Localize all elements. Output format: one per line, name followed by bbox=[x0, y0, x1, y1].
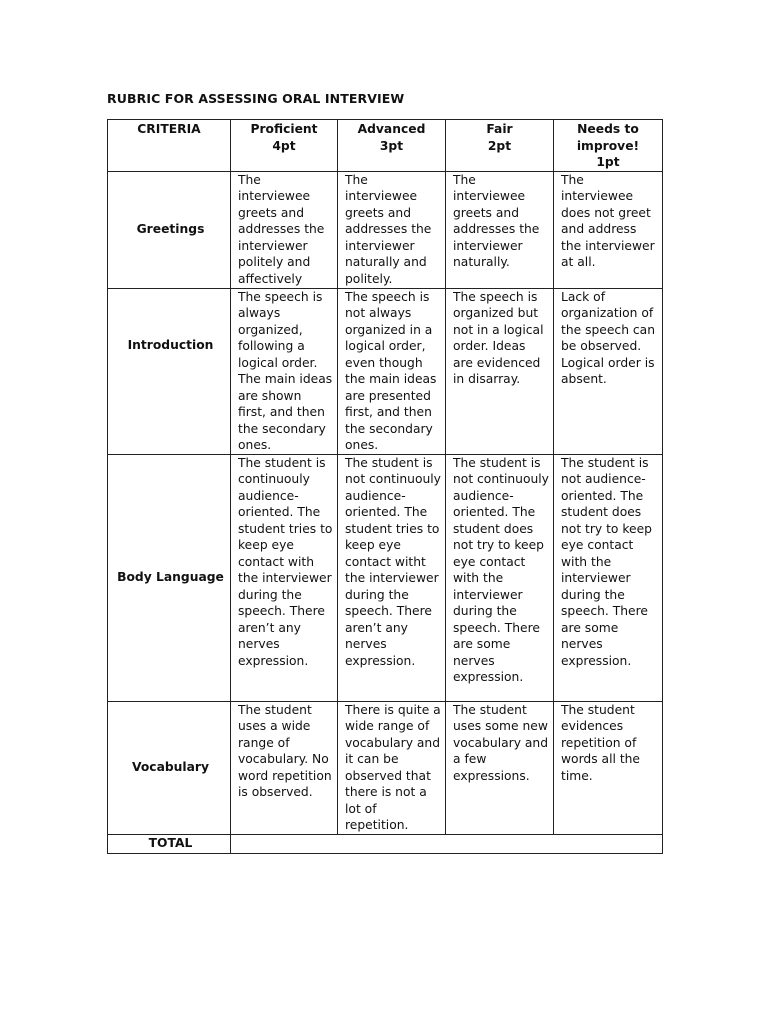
cell-body-language-needs-improve: The student is not audience-oriented. The student does not try to keep eye contact with the interviewer during the speech. There are some nerves expression. bbox=[554, 454, 663, 701]
criterion-vocabulary: Vocabulary bbox=[108, 701, 231, 834]
header-criteria-label: CRITERIA bbox=[137, 122, 201, 136]
header-fair-points: 2pt bbox=[487, 138, 512, 153]
header-advanced bbox=[338, 120, 446, 172]
header-advanced-points: 3pt bbox=[379, 138, 404, 153]
criterion-body-language: Body Language bbox=[108, 454, 231, 701]
header-fair-label: Fair bbox=[486, 122, 513, 136]
header-proficient-label: Proficient bbox=[250, 122, 318, 136]
row-introduction bbox=[108, 288, 663, 454]
cell-introduction-advanced: The speech is not always organized in a logical order, even though the main ideas are presented first, and then the secondary ones. bbox=[338, 288, 446, 454]
criterion-introduction: Introduction bbox=[108, 288, 231, 454]
cell-body-language-advanced: The student is not continuouly audience-oriented. The student tries to keep eye contact witht the interviewer during the speech. There aren’t any nerves expression. bbox=[338, 454, 446, 701]
total-value bbox=[231, 834, 663, 853]
cell-greetings-advanced: The interviewee greets and addresses the interviewer naturally and politely. bbox=[338, 171, 446, 288]
cell-vocabulary-proficient: The student uses a wide range of vocabulary. No word repetition is observed. bbox=[231, 701, 338, 834]
header-advanced-label: Advanced bbox=[357, 122, 426, 136]
header-criteria bbox=[108, 120, 231, 172]
cell-body-language-proficient: The student is continuouly audience-oriented. The student tries to keep eye contact with the interviewer during the speech. There aren’t any nerves expression. bbox=[231, 454, 338, 701]
cell-vocabulary-advanced: There is quite a wide range of vocabulary and it can be observed that there is not a lot of repetition. bbox=[338, 701, 446, 834]
header-needs-improve-points: 1pt bbox=[596, 155, 620, 169]
header-row bbox=[108, 120, 663, 172]
cell-greetings-proficient: The interviewee greets and addresses the interviewer politely and affectively bbox=[231, 171, 338, 288]
cell-introduction-needs-improve: Lack of organization of the speech can be observed. Logical order is absent. bbox=[554, 288, 663, 454]
header-fair bbox=[446, 120, 554, 172]
row-body-language bbox=[108, 454, 663, 701]
cell-greetings-fair: The interviewee greets and addresses the interviewer naturally. bbox=[446, 171, 554, 288]
header-needs-improve-label-1: Needs to bbox=[577, 122, 639, 136]
header-proficient bbox=[231, 120, 338, 172]
cell-introduction-fair: The speech is organized but not in a logical order. Ideas are evidenced in disarray. bbox=[446, 288, 554, 454]
cell-vocabulary-needs-improve: The student evidences repetition of words all the time. bbox=[554, 701, 663, 834]
cell-introduction-proficient: The speech is always organized, following a logical order. The main ideas are shown first, and then the secondary ones. bbox=[231, 288, 338, 454]
page-title: RUBRIC FOR ASSESSING ORAL INTERVIEW bbox=[107, 91, 405, 106]
header-proficient-points: 4pt bbox=[272, 138, 296, 153]
criterion-greetings: Greetings bbox=[108, 171, 231, 288]
rubric-table bbox=[107, 119, 663, 854]
header-needs-improve-label-2: improve! bbox=[576, 138, 640, 153]
cell-body-language-fair: The student is not continuouly audience-oriented. The student does not try to keep eye contact with the interviewer during the speech. There are some nerves expression. bbox=[446, 454, 554, 701]
row-vocabulary bbox=[108, 701, 663, 834]
cell-greetings-needs-improve: The interviewee does not greet and address the interviewer at all. bbox=[554, 171, 663, 288]
row-greetings bbox=[108, 171, 663, 288]
cell-vocabulary-fair: The student uses some new vocabulary and a few expressions. bbox=[446, 701, 554, 834]
row-total bbox=[108, 834, 663, 853]
total-label: TOTAL bbox=[108, 834, 231, 853]
header-needs-improve bbox=[554, 120, 663, 172]
